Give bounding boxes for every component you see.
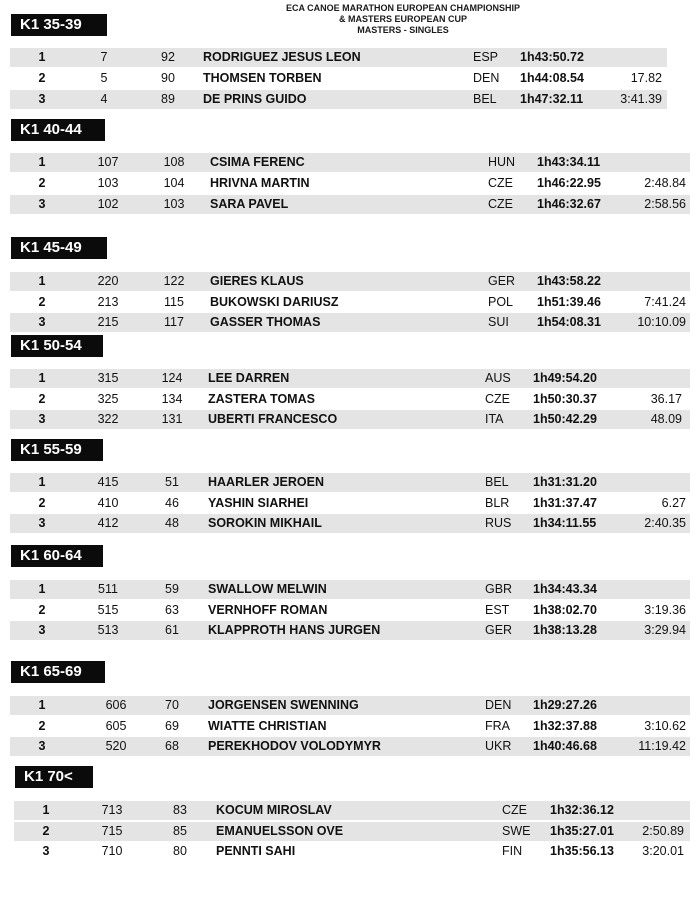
category-header: K1 35-39 [11,14,107,36]
start-number-cell: 70 [165,698,179,712]
athlete-name-cell: THOMSEN TORBEN [203,71,322,85]
start-number-cell: 69 [165,719,179,733]
finish-time-cell: 1h47:32.11 [520,92,584,106]
time-gap-cell: 11:19.42 [638,739,686,753]
start-number-cell: 51 [165,475,179,489]
bib-cell: 410 [97,496,119,510]
athlete-name-cell: VERNHOFF ROMAN [208,603,328,617]
time-gap-cell: 3:19.36 [644,603,686,617]
time-gap-cell: 3:29.94 [644,623,686,637]
athlete-name-cell: SARA PAVEL [210,197,289,211]
bib-cell: 715 [101,824,123,838]
result-row [10,195,690,214]
result-row [10,313,690,332]
athlete-name-cell: HRIVNA MARTIN [210,176,310,190]
category-header: K1 45-49 [11,237,107,259]
athlete-name-cell: LEE DARREN [208,371,290,385]
category-header: K1 60-64 [11,545,103,567]
time-gap-cell: 2:50.89 [642,824,684,838]
bib-cell: 412 [97,516,119,530]
result-row [10,293,690,312]
athlete-name-cell: ZASTERA TOMAS [208,392,315,406]
bib-cell: 4 [100,92,108,106]
start-number-cell: 63 [165,603,179,617]
result-row [10,153,690,172]
start-number-cell: 117 [164,315,184,329]
finish-time-cell: 1h40:46.68 [533,739,597,753]
time-gap-cell: 10:10.09 [637,315,686,329]
finish-time-cell: 1h35:27.01 [550,824,614,838]
finish-time-cell: 1h49:54.20 [533,371,597,385]
result-row [10,69,667,88]
nation-cell: BLR [485,496,510,510]
nation-cell: SWE [502,824,531,838]
bib-cell: 520 [105,739,127,753]
finish-time-cell: 1h32:36.12 [550,803,614,817]
athlete-name-cell: WIATTE CHRISTIAN [208,719,327,733]
category-header: K1 50-54 [11,335,103,357]
start-number-cell: 59 [165,582,179,596]
rank-cell: 2 [38,176,46,190]
finish-time-cell: 1h46:32.67 [537,197,601,211]
start-number-cell: 115 [164,295,184,309]
start-number-cell: 124 [161,371,183,385]
athlete-name-cell: UBERTI FRANCESCO [208,412,338,426]
result-row [10,717,690,736]
bib-cell: 515 [97,603,119,617]
rank-cell: 1 [38,582,46,596]
category-header: K1 55-59 [11,439,103,461]
time-gap-cell: 3:10.62 [644,719,686,733]
athlete-name-cell: RODRIGUEZ JESUS LEON [203,50,361,64]
rank-cell: 1 [38,698,46,712]
bib-cell: 315 [97,371,119,385]
athlete-name-cell: GASSER THOMAS [210,315,321,329]
finish-time-cell: 1h34:43.34 [533,582,597,596]
start-number-cell: 80 [173,844,187,858]
nation-cell: GER [488,274,516,288]
start-number-cell: 48 [165,516,179,530]
nation-cell: DEN [485,698,512,712]
document-title [228,3,578,36]
time-gap-cell: 17.82 [630,71,662,85]
nation-cell: UKR [485,739,512,753]
title-line-3: MASTERS - SINGLES [357,25,449,35]
bib-cell: 103 [97,176,119,190]
rank-cell: 3 [38,623,46,637]
title-line-2: & MASTERS EUROPEAN CUP [338,14,467,24]
athlete-name-cell: GIERES KLAUS [210,274,304,288]
rank-cell: 2 [38,719,46,733]
bib-cell: 415 [97,475,119,489]
athlete-name-cell: BUKOWSKI DARIUSZ [210,295,339,309]
nation-cell: SUI [488,315,509,329]
finish-time-cell: 1h50:30.37 [533,392,597,406]
result-row [10,514,690,533]
start-number-cell: 68 [165,739,179,753]
start-number-cell: 122 [163,274,185,288]
rank-cell: 3 [38,516,46,530]
rank-cell: 2 [42,824,50,838]
result-row [10,621,690,640]
nation-cell: CZE [485,392,510,406]
athlete-name-cell: YASHIN SIARHEI [208,496,309,510]
bib-cell: 606 [105,698,127,712]
bib-cell: 213 [97,295,119,309]
athlete-name-cell: DE PRINS GUIDO [203,92,307,106]
start-number-cell: 85 [173,824,187,838]
time-gap-cell: 6.27 [661,496,686,510]
finish-time-cell: 1h38:13.28 [533,623,597,637]
nation-cell: CZE [488,197,513,211]
nation-cell: BEL [473,92,497,106]
nation-cell: CZE [488,176,513,190]
nation-cell: EST [485,603,510,617]
bib-cell: 5 [100,71,108,85]
result-row [10,48,667,67]
bib-cell: 605 [105,719,127,733]
result-row [10,369,690,388]
rank-cell: 1 [38,475,46,489]
nation-cell: FRA [485,719,510,733]
nation-cell: HUN [488,155,516,169]
bib-cell: 511 [98,582,118,596]
finish-time-cell: 1h44:08.54 [520,71,584,85]
bib-cell: 107 [97,155,119,169]
result-row [10,696,690,715]
result-row [10,494,690,513]
athlete-name-cell: EMANUELSSON OVE [216,824,344,838]
rank-cell: 3 [38,315,46,329]
bib-cell: 710 [101,844,123,858]
finish-time-cell: 1h31:37.47 [533,496,597,510]
result-row [10,473,690,492]
title-line-1: ECA CANOE MARATHON EUROPEAN CHAMPIONSHIP [285,3,520,13]
rank-cell: 3 [38,412,46,426]
start-number-cell: 92 [161,50,175,64]
athlete-name-cell: CSIMA FERENC [210,155,305,169]
bib-cell: 220 [97,274,119,288]
finish-time-cell: 1h51:39.46 [537,295,601,309]
finish-time-cell: 1h35:56.13 [550,844,614,858]
finish-time-cell: 1h43:50.72 [520,50,584,64]
nation-cell: CZE [502,803,527,817]
rank-cell: 2 [38,603,46,617]
result-row [10,601,690,620]
rank-cell: 2 [38,295,46,309]
bib-cell: 325 [97,392,119,406]
rank-cell: 1 [38,155,46,169]
rank-cell: 2 [38,392,46,406]
start-number-cell: 46 [165,496,179,510]
nation-cell: GER [485,623,513,637]
nation-cell: DEN [473,71,500,85]
start-number-cell: 90 [161,71,175,85]
result-row [10,272,690,291]
athlete-name-cell: JORGENSEN SWENNING [208,698,359,712]
category-header: K1 70< [15,766,93,788]
time-gap-cell: 2:40.35 [644,516,686,530]
bib-cell: 513 [97,623,119,637]
rank-cell: 2 [38,496,46,510]
finish-time-cell: 1h43:58.22 [537,274,601,288]
result-row [10,390,690,409]
start-number-cell: 103 [163,197,185,211]
result-row [14,842,690,861]
nation-cell: FIN [502,844,523,858]
athlete-name-cell: PENNTI SAHI [216,844,296,858]
start-number-cell: 134 [161,392,183,406]
athlete-name-cell: SOROKIN MIKHAIL [208,516,322,530]
rank-cell: 3 [42,844,50,858]
bib-cell: 713 [101,803,123,817]
athlete-name-cell: KLAPPROTH HANS JURGEN [208,623,381,637]
rank-cell: 3 [38,92,46,106]
start-number-cell: 61 [165,623,179,637]
finish-time-cell: 1h46:22.95 [537,176,601,190]
start-number-cell: 108 [163,155,185,169]
nation-cell: AUS [485,371,511,385]
nation-cell: RUS [485,516,512,530]
rank-cell: 3 [38,197,46,211]
result-row [14,822,690,841]
finish-time-cell: 1h54:08.31 [537,315,601,329]
bib-cell: 215 [97,315,119,329]
start-number-cell: 83 [173,803,187,817]
result-row [14,801,690,820]
category-header: K1 65-69 [11,661,105,683]
nation-cell: POL [488,295,514,309]
athlete-name-cell: HAARLER JEROEN [208,475,324,489]
finish-time-cell: 1h34:11.55 [533,516,597,530]
result-row [10,410,690,429]
rank-cell: 3 [38,739,46,753]
result-row [10,737,690,756]
rank-cell: 1 [42,803,50,817]
time-gap-cell: 7:41.24 [644,295,686,309]
time-gap-cell: 3:20.01 [642,844,684,858]
result-row [10,90,667,109]
time-gap-cell: 3:41.39 [620,92,662,106]
athlete-name-cell: PEREKHODOV VOLODYMYR [208,739,381,753]
start-number-cell: 89 [161,92,175,106]
bib-cell: 102 [97,197,119,211]
rank-cell: 1 [38,274,46,288]
nation-cell: ESP [473,50,499,64]
finish-time-cell: 1h38:02.70 [533,603,597,617]
bib-cell: 7 [100,50,108,64]
nation-cell: BEL [485,475,509,489]
time-gap-cell: 2:58.56 [644,197,686,211]
result-row [10,174,690,193]
rank-cell: 1 [38,50,46,64]
time-gap-cell: 36.17 [650,392,682,406]
start-number-cell: 104 [163,176,185,190]
finish-time-cell: 1h31:31.20 [533,475,597,489]
bib-cell: 322 [97,412,119,426]
start-number-cell: 131 [161,412,183,426]
rank-cell: 1 [38,371,46,385]
athlete-name-cell: SWALLOW MELWIN [208,582,327,596]
nation-cell: GBR [485,582,513,596]
finish-time-cell: 1h29:27.26 [533,698,597,712]
rank-cell: 2 [38,71,46,85]
finish-time-cell: 1h50:42.29 [533,412,597,426]
time-gap-cell: 2:48.84 [644,176,686,190]
category-header: K1 40-44 [11,119,105,141]
time-gap-cell: 48.09 [650,412,682,426]
athlete-name-cell: KOCUM MIROSLAV [216,803,332,817]
finish-time-cell: 1h43:34.11 [537,155,601,169]
nation-cell: ITA [485,412,504,426]
finish-time-cell: 1h32:37.88 [533,719,597,733]
result-row [10,580,690,599]
